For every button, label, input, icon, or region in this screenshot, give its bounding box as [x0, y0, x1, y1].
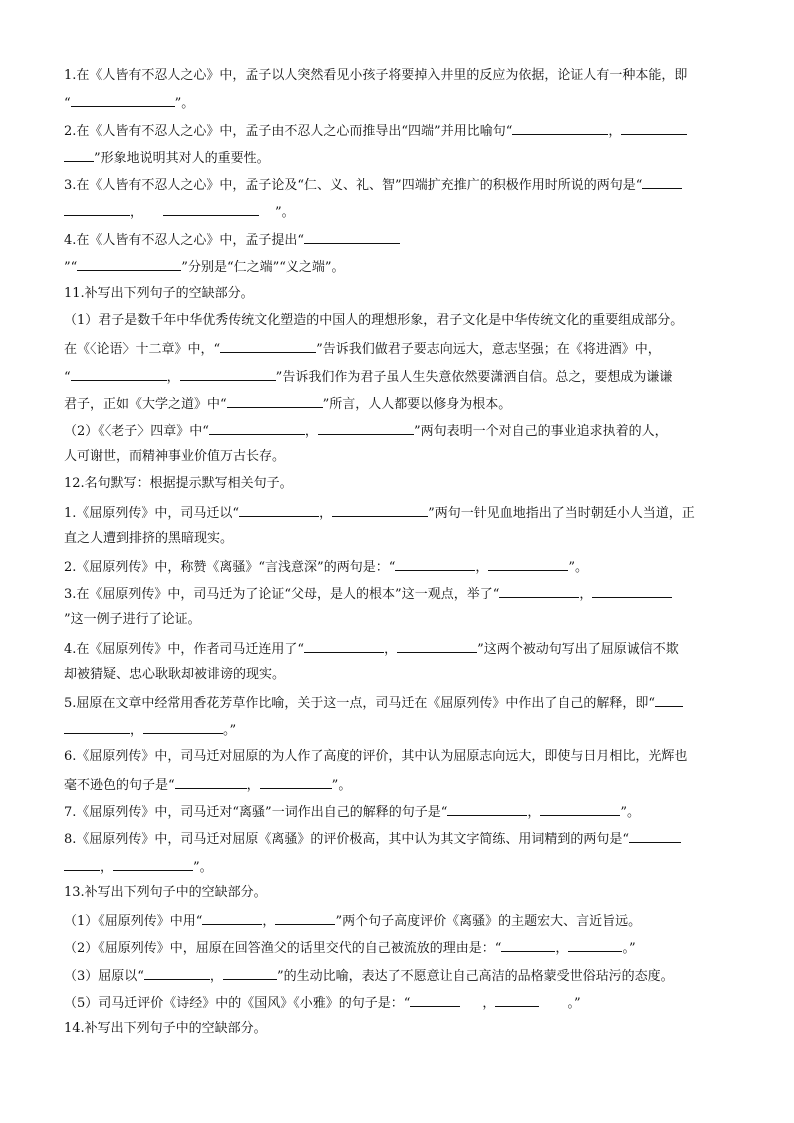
question-line [64, 504, 695, 520]
answer-blank[interactable] [592, 585, 672, 598]
question-line [64, 803, 640, 819]
question-text: ， [475, 560, 489, 575]
answer-blank[interactable] [629, 830, 681, 843]
question-line [64, 1021, 267, 1037]
question-line [64, 176, 682, 192]
question-line [64, 694, 683, 710]
question-text: 。” [622, 941, 636, 956]
question-line [64, 231, 400, 247]
question-text: ”所言，人人都要以修身为根本。 [322, 397, 512, 412]
answer-blank[interactable] [113, 858, 193, 871]
question-text: ”这两个被动句写出了屈原诚信不欺 [477, 642, 679, 657]
question-text: ”分别是“仁之端”“义之端”。 [181, 260, 345, 275]
answer-blank[interactable] [64, 149, 94, 162]
answer-blank[interactable] [332, 504, 428, 517]
question-text: ”。 [174, 96, 195, 111]
question-text: ， [304, 424, 318, 439]
question-text: ”。 [193, 860, 213, 875]
answer-blank[interactable] [568, 939, 622, 952]
question-text: ， [130, 205, 144, 220]
answer-blank[interactable] [304, 231, 400, 244]
question-line [64, 449, 285, 465]
answer-blank[interactable] [397, 640, 477, 653]
question-text: 直之人遭到排挤的黑暗现实。 [64, 531, 234, 546]
question-text: 。” [223, 723, 237, 738]
answer-blank[interactable] [64, 721, 130, 734]
question-line [64, 368, 672, 384]
answer-blank[interactable] [202, 912, 262, 925]
answer-blank[interactable] [220, 340, 316, 353]
question-text: 3.在《屈原列传》中，司马迁为了论证“父母，是人的根本”这一观点，举了“ [64, 587, 500, 602]
question-text: 14.补写出下列句子中的空缺部分。 [64, 1021, 267, 1036]
question-text: ， [209, 969, 223, 984]
question-line [64, 967, 674, 983]
answer-blank[interactable] [209, 422, 305, 435]
question-text: ”这一例子进行了论证。 [64, 612, 201, 627]
question-text: 2.《屈原列传》中，称赞《离骚》“言浅意深”的两句是：“ [64, 560, 396, 575]
answer-blank[interactable] [239, 504, 319, 517]
answer-blank[interactable] [495, 994, 539, 1007]
question-line [64, 340, 661, 356]
answer-blank[interactable] [621, 122, 687, 135]
question-text: 4.在《人皆有不忍人之心》中，孟子提出“ [64, 233, 305, 248]
question-text: （1）《屈原列传》中用“ [64, 914, 203, 929]
question-line [64, 476, 293, 492]
question-text: ， [555, 941, 569, 956]
question-text: ， [130, 723, 144, 738]
question-text: ， [482, 996, 496, 1011]
answer-blank[interactable] [512, 122, 608, 135]
question-text: ， [100, 860, 114, 875]
question-text: ”。 [275, 205, 295, 220]
question-line [64, 558, 588, 574]
question-text: ， [246, 778, 260, 793]
answer-blank[interactable] [143, 721, 223, 734]
answer-blank[interactable] [71, 368, 167, 381]
question-text: “ [64, 96, 71, 111]
question-text: 1.《屈原列传》中，司马迁以“ [64, 506, 240, 521]
question-line [64, 68, 687, 84]
question-text: ”两句一针见血地指出了当时朝廷小人当道，正 [428, 506, 695, 521]
question-text: ， [527, 805, 541, 820]
question-text: ”两个句子高度评价《离骚》的主题宏大、言近旨远。 [335, 914, 642, 929]
answer-blank[interactable] [175, 776, 247, 789]
question-text: ， [262, 914, 276, 929]
answer-blank[interactable] [223, 967, 277, 980]
question-line [64, 667, 285, 683]
question-text: 12.名句默写：根据提示默写相关句子。 [64, 476, 293, 491]
answer-blank[interactable] [163, 203, 259, 216]
question-text: 1.在《人皆有不忍人之心》中，孟子以人突然看见小孩子将要掉入井里的反应为依据，论证人有一种本能，即 [64, 68, 688, 83]
answer-blank[interactable] [447, 803, 527, 816]
question-text: （3）屈原以“ [64, 969, 144, 984]
question-text: 8.《屈原列传》中，司马迁对屈原《离骚》的评价极高，其中认为其文字简练、用词精到的两句是“ [64, 832, 630, 847]
question-text: ， [319, 506, 333, 521]
question-text: （1）君子是数千年中华优秀传统文化塑造的中国人的理想形象，君子文化是中华传统文化的重要组成部分。 [64, 313, 684, 328]
question-text: ”的生动比喻，表达了不愿意让自己高洁的品格蒙受世俗玷污的态度。 [276, 969, 674, 984]
question-text: ， [166, 370, 180, 385]
question-text: 人可谢世，而精神事业价值万古长存。 [64, 449, 286, 464]
question-text: ”告诉我们做君子要志向远大，意志坚强；在《将进酒》中， [316, 342, 661, 357]
question-line [64, 531, 233, 547]
answer-blank[interactable] [642, 176, 682, 189]
answer-blank[interactable] [260, 776, 332, 789]
question-text: ”“ [64, 260, 78, 275]
question-line [64, 149, 270, 165]
question-text: ， [384, 642, 398, 657]
question-line [64, 258, 345, 274]
answer-blank[interactable] [499, 585, 579, 598]
question-text: （2）《屈原列传》中，屈原在回答渔父的话里交代的自己被流放的理由是：“ [64, 941, 502, 956]
question-line [64, 585, 672, 601]
question-text: （2）《〈老子〉四章》中“ [64, 424, 209, 439]
answer-blank[interactable] [488, 558, 568, 571]
question-text: 7.《屈原列传》中，司马迁对“离骚”一词作出自己的解释的句子是“ [64, 805, 448, 820]
question-line [64, 203, 295, 219]
question-line [64, 721, 236, 737]
question-text: 4.在《屈原列传》中，作者司马迁连用了“ [64, 642, 305, 657]
question-text: 君子，正如《大学之道》中“ [64, 397, 227, 412]
answer-blank[interactable] [64, 203, 130, 216]
question-line [64, 286, 254, 302]
question-text: （5）司马迁评价《诗经》中的《国风》《小雅》的句子是：“ [64, 996, 411, 1011]
question-text: 在《〈论语〉十二章》中，“ [64, 342, 221, 357]
answer-blank[interactable] [64, 858, 100, 871]
question-text: ”。 [620, 805, 641, 820]
question-line [64, 122, 687, 138]
question-text: 6.《屈原列传》中，司马迁对屈原的为人作了高度的评价，其中认为屈原志向远大，即使与日月相比，光辉也 [64, 749, 688, 764]
question-text: 却被猜疑、忠心耿耿却被诽谤的现实。 [64, 667, 286, 682]
question-line [64, 858, 213, 874]
answer-blank[interactable] [318, 422, 414, 435]
question-text: 13.补写出下列句子中的空缺部分。 [64, 885, 267, 900]
question-line [64, 94, 194, 110]
answer-blank[interactable] [180, 368, 276, 381]
question-line [64, 395, 511, 411]
answer-blank[interactable] [304, 640, 384, 653]
answer-blank[interactable] [275, 912, 335, 925]
question-text: 毫不逊色的句子是“ [64, 778, 175, 793]
question-line [64, 776, 351, 792]
question-text: 5.屈原在文章中经常用香花芳草作比喻，关于这一点，司马迁在《屈原列传》中作出了自己的解释，即“ [64, 696, 656, 711]
question-text: ， [579, 587, 593, 602]
question-text: 2.在《人皆有不忍人之心》中，孟子由不忍人之心而推导出“四端”并用比喻句“ [64, 124, 513, 139]
question-line [64, 939, 636, 955]
question-line [64, 313, 683, 329]
answer-blank[interactable] [227, 395, 323, 408]
question-line [64, 640, 679, 656]
answer-blank[interactable] [144, 967, 210, 980]
answer-blank[interactable] [395, 558, 475, 571]
question-line [64, 912, 641, 928]
question-text: 3.在《人皆有不忍人之心》中，孟子论及“仁、义、礼、智”四端扩充推广的积极作用时所说的两句是“ [64, 178, 643, 193]
question-line [64, 994, 581, 1010]
question-text: 11.补写出下列句子的空缺部分。 [64, 286, 254, 301]
answer-blank[interactable] [655, 694, 683, 707]
answer-blank[interactable] [71, 94, 175, 107]
question-text: ”。 [568, 560, 589, 575]
question-text: ， [608, 124, 622, 139]
question-line [64, 830, 681, 846]
question-line [64, 612, 201, 628]
question-text: “ [64, 370, 71, 385]
answer-blank[interactable] [540, 803, 620, 816]
question-line [64, 422, 668, 438]
question-line [64, 885, 267, 901]
question-text: 。” [567, 996, 581, 1011]
question-text: ”形象地说明其对人的重要性。 [94, 151, 270, 166]
answer-blank[interactable] [501, 939, 555, 952]
question-text: ”告诉我们作为君子虽人生失意依然要潇洒自信。总之，要想成为谦谦 [275, 370, 673, 385]
question-line [64, 749, 687, 765]
question-text: ”两句表明一个对自己的事业追求执着的人， [413, 424, 668, 439]
answer-blank[interactable] [77, 258, 181, 271]
question-text: ”。 [331, 778, 352, 793]
answer-blank[interactable] [410, 994, 460, 1007]
